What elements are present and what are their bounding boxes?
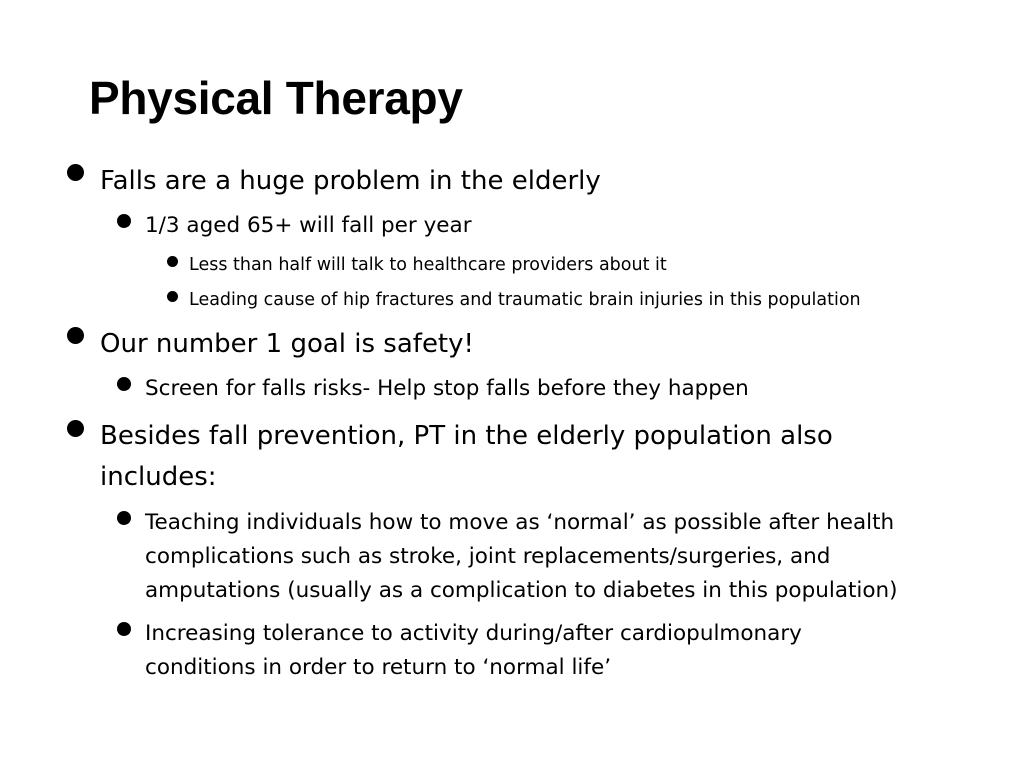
sub-bullet-text-line3: amputations (usually as a complication to diabetes in this population): [145, 578, 898, 603]
bullet-text-line2: includes:: [100, 462, 217, 492]
bullet-dot-icon: [167, 256, 178, 267]
bullet-dot-icon: [117, 214, 131, 228]
slide-title: Physical Therapy: [89, 72, 463, 124]
bullet-text: Our number 1 goal is safety!: [100, 329, 474, 359]
bullet-dot-icon: [67, 420, 84, 437]
sub-bullet-text: 1/3 aged 65+ will fall per year: [145, 213, 472, 238]
sub-bullet-text-line2: conditions in order to return to ‘normal life’: [145, 655, 612, 680]
sub-bullet-text-line1: Teaching individuals how to move as ‘normal’ as possible after health: [145, 510, 895, 535]
sub-bullet-text-line1: Increasing tolerance to activity during/after cardiopulmonary: [145, 621, 802, 646]
bullet-dot-icon: [117, 377, 131, 391]
bullet-dot-icon: [167, 291, 178, 302]
bullet-text: Falls are a huge problem in the elderly: [100, 166, 601, 196]
bullet-dot-icon: [67, 327, 84, 344]
bullet-dot-icon: [117, 622, 131, 636]
bullet-text-line1: Besides fall prevention, PT in the elderly population also: [100, 421, 833, 451]
bullet-dot-icon: [117, 511, 131, 525]
sub-sub-bullet-text: Less than half will talk to healthcare providers about it: [189, 255, 667, 275]
bullet-dot-icon: [67, 164, 84, 181]
sub-sub-bullet-text: Leading cause of hip fractures and traumatic brain injuries in this population: [189, 290, 861, 310]
sub-bullet-text-line2: complications such as stroke, joint replacements/surgeries, and: [145, 544, 831, 569]
sub-bullet-text: Screen for falls risks- Help stop falls before they happen: [145, 376, 749, 401]
